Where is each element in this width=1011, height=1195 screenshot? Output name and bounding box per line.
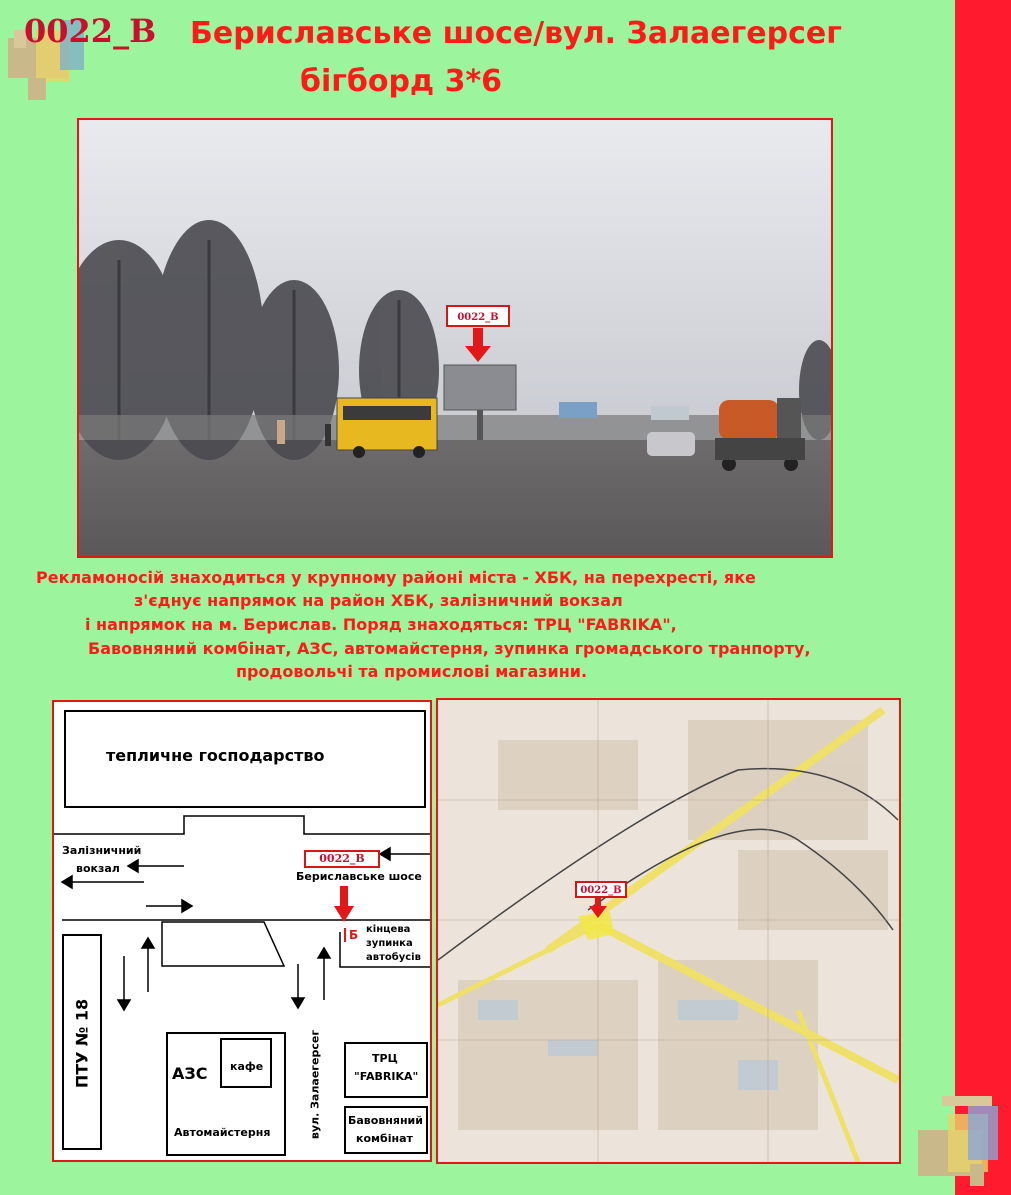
combine-label-2: комбінат: [356, 1132, 413, 1145]
mall-label-2: "FABRIKA": [354, 1070, 419, 1083]
ad-code: 0022_B: [24, 12, 157, 50]
station-label-2: вокзал: [76, 862, 120, 875]
scheme-marker-box: 0022_B: [304, 850, 380, 868]
city-map: [436, 698, 901, 1164]
description-line-4: Бавовняний комбінат, АЗС, автомайстерня, зупинка громадського транпорту,: [88, 639, 811, 658]
greenhouse-label: тепличне господарство: [106, 746, 325, 765]
school-label: ПТУ № 18: [72, 998, 92, 1089]
company-logo-bottom: [912, 1090, 1007, 1190]
combine-label-1: Бавовняний: [348, 1114, 423, 1127]
road-label: Бериславське шосе: [296, 870, 422, 883]
description-line-3: і напрямок на м. Берислав. Поряд знаходяться: ТРЦ "FABRIKA",: [85, 615, 677, 634]
bus-stop-icon: Б: [344, 928, 358, 942]
location-title: Бериславське шосе/вул. Залаегерсег: [190, 16, 842, 51]
location-scheme: [52, 700, 432, 1162]
gas-station-label: АЗС: [172, 1064, 208, 1083]
bus-stop-label-1: кінцева: [366, 924, 411, 935]
bus-stop-label-2: зупинка: [366, 938, 413, 949]
photo-marker-arrow: [473, 328, 483, 348]
billboard-type: бігборд 3*6: [300, 64, 503, 99]
street-label: вул. Залаегерсег: [308, 1029, 322, 1140]
description-line-1: Рекламоносій знаходиться у крупному районі міста - ХБК, на перехресті, яке: [36, 568, 756, 587]
workshop-label: Автомайстерня: [174, 1126, 271, 1139]
cafe-label: кафе: [230, 1060, 264, 1073]
station-label-1: Залізничний: [62, 844, 142, 857]
map-marker-label: 0022_B: [580, 885, 622, 896]
photo-marker-label: 0022_B: [457, 312, 499, 323]
description-line-2: з'єднує напрямок на район ХБК, залізничний вокзал: [134, 591, 623, 610]
scheme-marker-arrow: [334, 886, 354, 926]
mall-label-1: ТРЦ: [372, 1052, 398, 1065]
bus-stop-label-3: автобусів: [366, 952, 421, 963]
location-photo: [77, 118, 833, 558]
right-red-strip: [955, 0, 1011, 1195]
description-line-5: продовольчі та промислові магазини.: [236, 662, 588, 681]
